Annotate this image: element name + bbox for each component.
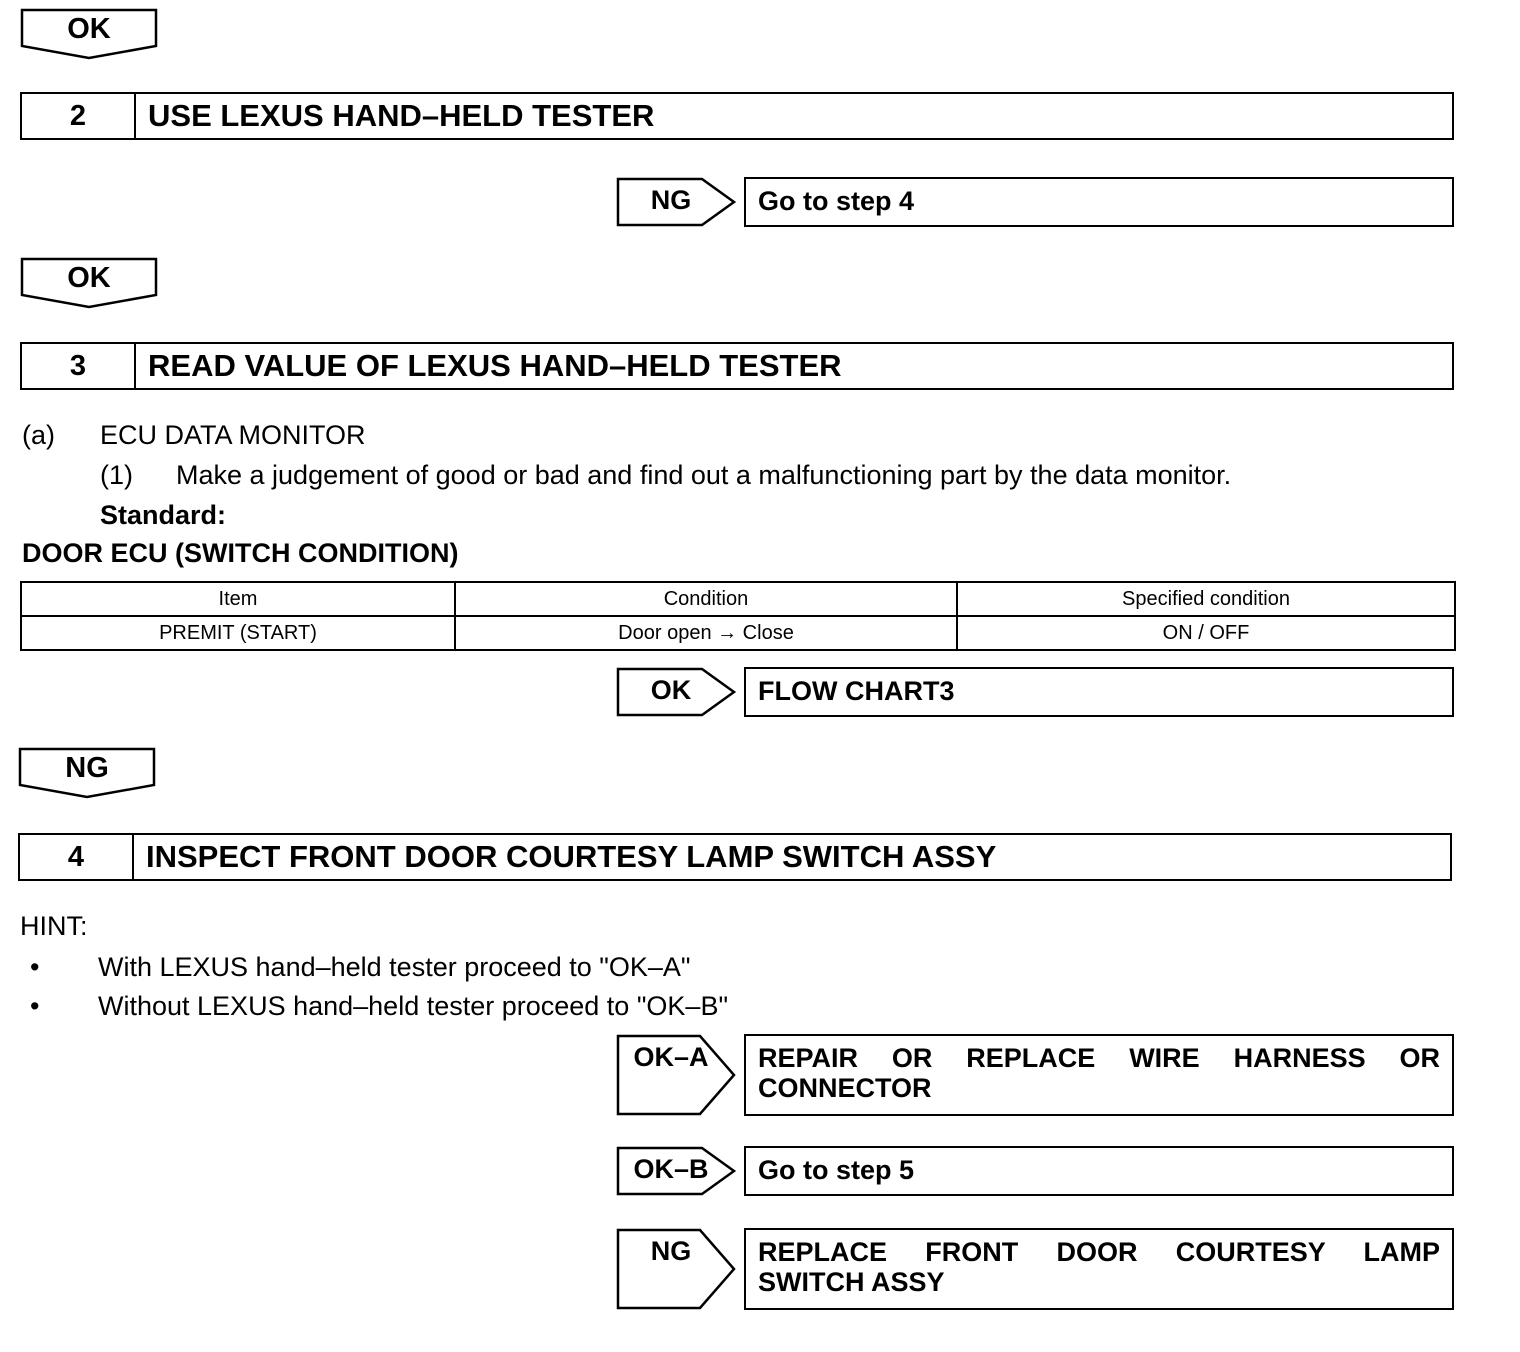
standard-label: Standard:: [100, 500, 227, 530]
step-3-ok-result: [616, 667, 1456, 717]
ok-result-tag: [20, 257, 158, 307]
ok-result-text: FLOW CHART3: [758, 676, 955, 706]
table-header-row: [21, 582, 1455, 616]
hint-item: Without LEXUS hand–held tester proceed to "OK–B": [98, 991, 729, 1021]
table-title: DOOR ECU (SWITCH CONDITION): [22, 538, 459, 568]
ng-tag-label: NG: [65, 752, 109, 784]
table-header-cell: Specified condition: [957, 582, 1455, 616]
sub-1-text: Make a judgement of good or bad and find out a malfunctioning part by the data monitor.: [176, 460, 1232, 490]
step-2-header: [20, 92, 1454, 140]
table-cell: PREMIT (START): [21, 616, 455, 650]
ok-result-box: [744, 667, 1454, 717]
bullet: •: [30, 991, 40, 1021]
ok-a-result-box: [744, 1034, 1454, 1116]
ng-result-box: [744, 1228, 1454, 1310]
step-title: USE LEXUS HAND–HELD TESTER: [148, 98, 655, 133]
ok-a-result-line1: REPAIR OR REPLACE WIRE HARNESS OR: [758, 1043, 1440, 1073]
ng-label: NG: [650, 1236, 692, 1266]
ok-tag-label: OK: [67, 262, 111, 294]
table-header-cell: Condition: [455, 582, 957, 616]
ng-result-text: Go to step 4: [758, 186, 915, 216]
step-2-ng-result: [616, 177, 1456, 227]
step-4-ok-a-result: [616, 1034, 1456, 1116]
step-4-ng-result: [616, 1228, 1456, 1310]
step-number: 3: [22, 344, 136, 388]
sub-a-text: ECU DATA MONITOR: [100, 420, 366, 450]
ok-b-result-box: [744, 1146, 1454, 1196]
ng-result-box: [744, 177, 1454, 227]
sub-a-marker: (a): [22, 420, 55, 450]
table-cell: ON / OFF: [957, 616, 1455, 650]
table-header-cell: Item: [21, 582, 455, 616]
ok-b-result-text: Go to step 5: [758, 1155, 915, 1185]
ok-a-result-line2: CONNECTOR: [758, 1073, 932, 1103]
ng-label: NG: [650, 185, 692, 215]
step-4-header: [18, 833, 1452, 881]
step-title: INSPECT FRONT DOOR COURTESY LAMP SWITCH ASSY: [146, 839, 997, 874]
ok-result-tag: [20, 8, 158, 58]
step-number: 4: [20, 835, 134, 879]
bullet: •: [30, 952, 40, 982]
ok-tag-label: OK: [67, 13, 111, 45]
ok-b-label: OK–B: [633, 1154, 709, 1184]
standard-table: [20, 581, 1456, 651]
ok-a-label: OK–A: [633, 1042, 709, 1072]
ng-result-line1: REPLACE FRONT DOOR COURTESY LAMP: [758, 1237, 1440, 1267]
hint-item: With LEXUS hand–held tester proceed to "OK–A": [98, 952, 691, 982]
table-cell: Door open → Close: [455, 616, 957, 650]
table-row: [21, 616, 1455, 650]
step-3-header: [20, 342, 1454, 390]
hint-label: HINT:: [20, 911, 88, 941]
step-number: 2: [22, 94, 136, 138]
ng-result-tag: [18, 747, 156, 797]
step-title: READ VALUE OF LEXUS HAND–HELD TESTER: [148, 348, 842, 383]
ng-result-line2: SWITCH ASSY: [758, 1267, 945, 1297]
ok-label: OK: [650, 675, 692, 705]
step-4-ok-b-result: [616, 1146, 1456, 1196]
sub-1-marker: (1): [100, 460, 133, 490]
